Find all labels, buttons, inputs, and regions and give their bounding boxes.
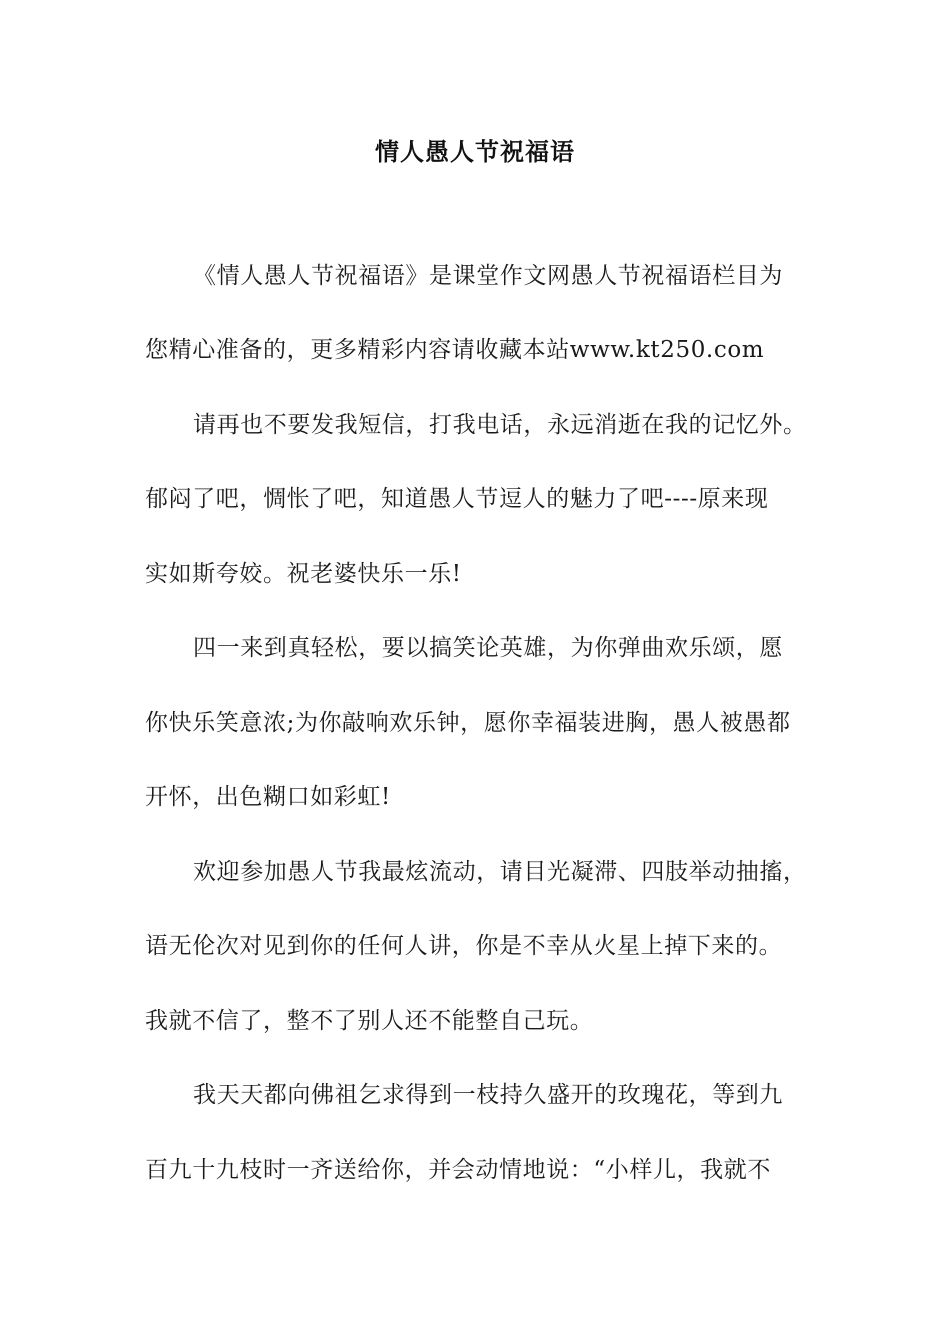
paragraph-line: 四一来到真轻松，要以搞笑论英雄，为你弹曲欢乐颂，愿 (193, 635, 783, 661)
paragraph-line: 语无伦次对见到你的任何人讲，你是不幸从火星上掉下来的。 (145, 933, 783, 959)
paragraph-line: 《情人愚人节祝福语》是课堂作文网愚人节祝福语栏目为 (193, 263, 783, 289)
paragraph-line: 我就不信了，整不了别人还不能整自己玩。 (145, 1008, 594, 1034)
paragraph-line: 欢迎参加愚人节我最炫流动，请目光凝滞、四肢举动抽搐， (193, 859, 807, 885)
paragraph-line: 郁闷了吧，惆怅了吧，知道愚人节逗人的魅力了吧----原来现 (145, 486, 769, 512)
paragraph-line: 实如斯夸姣。祝老婆快乐一乐! (145, 561, 462, 587)
document-title: 情人愚人节祝福语 (375, 137, 575, 166)
paragraph-line: 百九十九枝时一齐送给你，并会动情地说：“小样儿，我就不 (145, 1157, 771, 1183)
paragraph-line: 我天天都向佛祖乞求得到一枝持久盛开的玫瑰花，等到九 (193, 1082, 783, 1108)
paragraph-line: 请再也不要发我短信，打我电话，永远消逝在我的记忆外。 (193, 412, 807, 438)
paragraph-line: 您精心准备的，更多精彩内容请收藏本站www.kt250.com (145, 337, 765, 363)
paragraph-line: 你快乐笑意浓;为你敲响欢乐钟，愿你幸福装进胸，愚人被愚都 (145, 710, 791, 736)
paragraph-line: 开怀，出色糊口如彩虹! (145, 784, 391, 810)
